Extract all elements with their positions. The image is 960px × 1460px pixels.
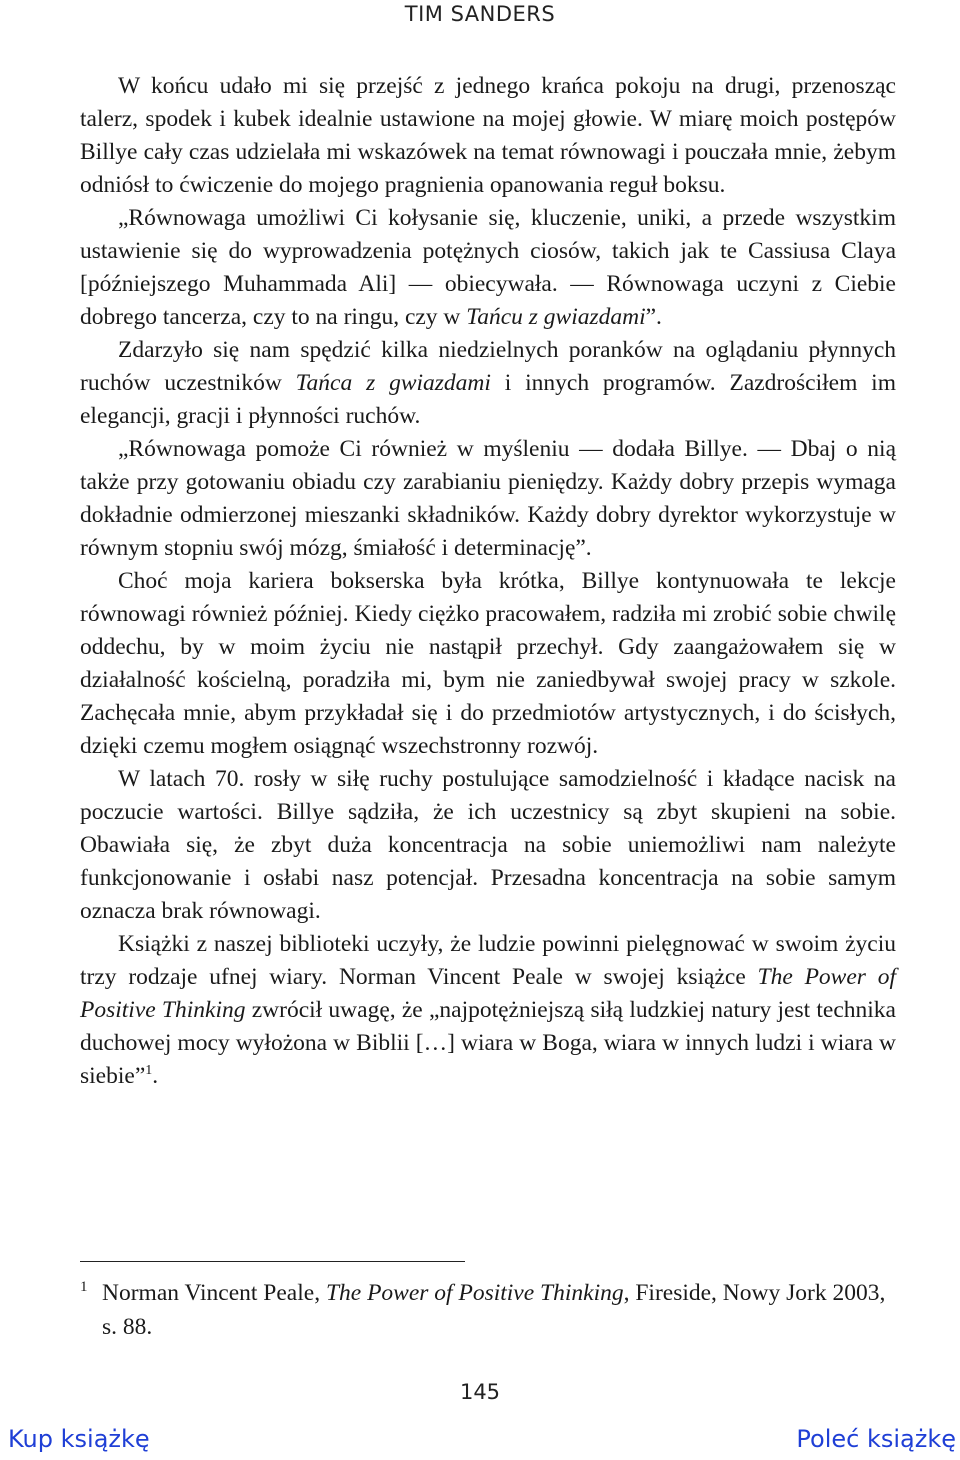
paragraph — [80, 334, 896, 433]
footnote-number: 1 — [80, 1279, 88, 1295]
footnote-reference: 1 — [145, 1063, 153, 1079]
paragraph — [80, 202, 896, 334]
paragraph — [80, 433, 896, 565]
italic-title: Tańcu z gwiazdami — [466, 304, 646, 330]
paragraph — [80, 928, 896, 1093]
text-run: . — [152, 1063, 159, 1089]
text-run: , Fireside, Nowy Jork 2003, s. 88. — [102, 1280, 886, 1340]
text-run: W końcu udało mi się przejść z jednego krańca pokoju na drugi, przenosząc talerz, spodek i kubek idealnie ustawione na mojej głowie. W miarę moich postępów Billye cały czas udzielała mi wskazówek na temat równowagi i pouczała mnie, żebym odniósł to ćwiczenie do mojego pragnienia opanowania reguł boksu. — [80, 73, 896, 198]
paragraph — [80, 565, 896, 763]
footnote-divider — [80, 1261, 465, 1262]
paragraph — [80, 763, 896, 928]
recommend-book-link[interactable]: Poleć książkę — [796, 1425, 956, 1453]
footnote — [80, 1276, 896, 1344]
text-run: ”. — [645, 304, 662, 330]
running-head: TIM SANDERS — [404, 2, 556, 26]
text-run: zwrócił uwagę, że „najpotężniejszą siłą ludzkiej natury jest technika duchowej mocy wyłożona w Biblii […] wiara w Boga, wiara w innych ludzi i wiara w siebie” — [80, 997, 896, 1089]
text-run: Książki z naszej biblioteki uczyły, że ludzie powinni pielęgnować w swoim życiu trzy rodzaje ufnej wiary. Norman Vincent Peale w swojej książce — [80, 931, 896, 990]
text-run: „Równowaga pomoże Ci również w myśleniu — dodała Billye. — Dbaj o nią także przy gotowaniu obiadu czy zarabianiu pieniędzy. Każdy dobry przepis wymaga dokładnie odmierzonej mieszanki składników. Każdy dobry dyrektor wykorzystuje w równym stopniu swój mózg, śmiałość i determinację”. — [80, 436, 896, 561]
buy-book-link[interactable]: Kup książkę — [8, 1425, 150, 1453]
paragraph — [80, 70, 896, 202]
italic-title: Tańca z gwiazdami — [295, 370, 491, 396]
page-number: 145 — [459, 1380, 501, 1404]
body-text — [80, 70, 896, 1093]
text-run: i innych programów. Zazdrościłem im elegancji, gracji i płynności ruchów. — [80, 370, 896, 429]
italic-title: The Power of Positive Thinking — [325, 1280, 624, 1306]
text-run: Choć moja kariera bokserska była krótka, Billye kontynuowała te lekcje równowagi również później. Kiedy ciężko pracowałem, radziła mi zrobić sobie chwilę oddechu, by w moim życiu nie nastąpił przechył. Gdy zaangażowałem się w działalność kościelną, poradziła mi, bym nie zaniedbywał swojej pracy w szkole. Zachęcała mnie, abym przykładał się i do przedmiotów artystycznych, i do ścisłych, dzięki czemu mogłem osiągnąć wszechstronny rozwój. — [80, 568, 896, 759]
italic-title: The Power of Positive Thinking — [80, 964, 896, 1023]
text-run: W latach 70. rosły w siłę ruchy postulujące samodzielność i kładące nacisk na poczucie wartości. Billye sądziła, że ich uczestnicy są zbyt skupieni na sobie. Obawiała się, że zbyt duża koncentracja na sobie uniemożliwi nam należyte funkcjonowanie i osłabi nasz potencjał. Przesadna koncentracja na sobie samym oznacza brak równowagi. — [80, 766, 896, 924]
text-run: „Równowaga umożliwi Ci kołysanie się, kluczenie, uniki, a przede wszystkim ustawienie się do wyprowadzenia potężnych ciosów, takich jak te Cassiusa Claya [późniejszego Muhammada Ali] — obiecywała. — Równowaga uczyni z Ciebie dobrego tancerza, czy to na ringu, czy w — [80, 205, 896, 330]
text-run: Zdarzyło się nam spędzić kilka niedzielnych poranków na oglądaniu płynnych ruchów uczestników — [80, 337, 896, 396]
footnote-text — [102, 1276, 896, 1344]
text-run: Norman Vincent Peale, — [102, 1280, 326, 1306]
